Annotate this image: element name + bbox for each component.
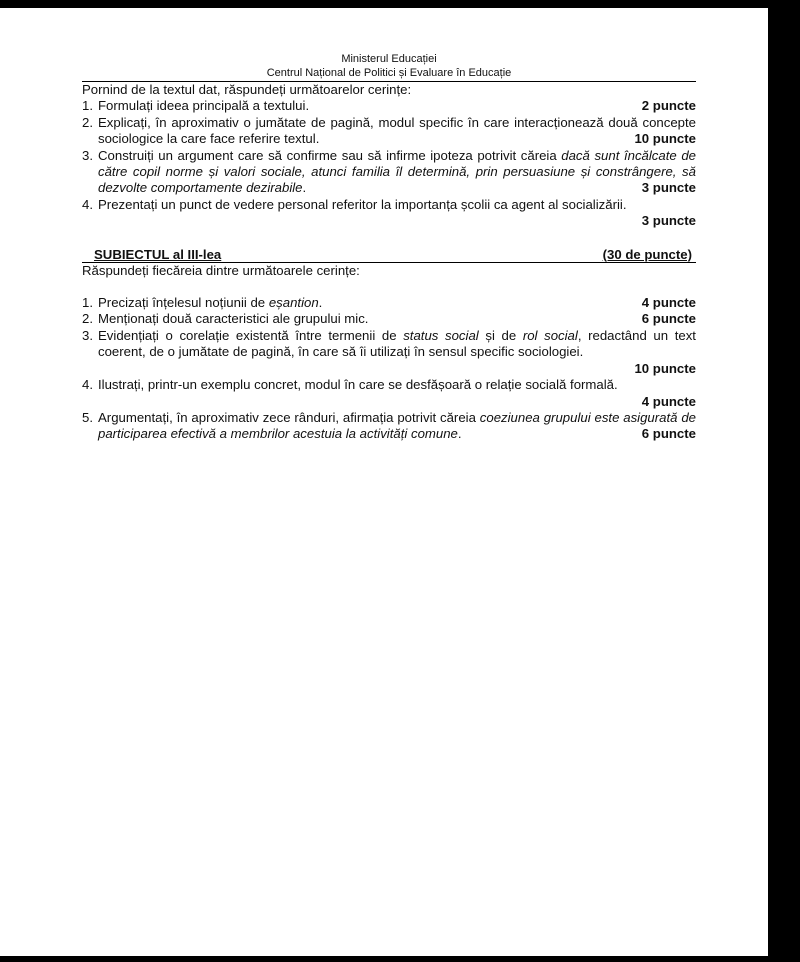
item-text: Prezentați un punct de vedere personal referitor la importanța școlii ca agent al socializării. <box>98 196 627 212</box>
section3-intro: Răspundeți fiecăreia dintre următoarele cerințe: <box>82 262 360 278</box>
item-text-end: . <box>318 295 323 311</box>
item-points: 10 puncte <box>634 360 696 376</box>
item-points: 6 puncte <box>641 311 696 327</box>
item-text: Menționați două caracteristici ale grupului mic. <box>98 311 369 327</box>
s2-item-1 <box>82 98 696 114</box>
item-text: Construiți un argument care să confirme sau să infirme ipoteza potrivit căreia <box>98 147 562 163</box>
item-text-italic: dacă sunt încălcate de către copil norme și valori sociale, atunci familia îl determină, prin persuasiune și constrângere, să dezvolte comportamente dezirabile <box>98 147 696 196</box>
item-text: Explicați, în aproximativ o jumătate de pagină, modul specific în care interacționează două concepte sociologice la care face referire textul. <box>98 114 696 147</box>
item-text-italic: eșantion <box>268 295 319 311</box>
item-points: 3 puncte <box>641 180 696 196</box>
item-number: 3. <box>82 327 93 343</box>
item-text: Ilustrați, printr-un exemplu concret, modul în care se desfășoară o relație socială formală. <box>98 377 618 393</box>
page-header <box>82 52 696 80</box>
section2-intro: Pornind de la textul dat, răspundeți următoarelor cerințe: <box>82 82 412 97</box>
section3-title: SUBIECTUL al III-lea <box>94 246 222 262</box>
item-text: Argumentați, în aproximativ zece rânduri, afirmația potrivit căreia <box>98 409 480 425</box>
section3-total-points: (30 de puncte) <box>602 246 692 262</box>
item-text-italic: coeziunea grupului este asigurată de participarea efectivă a membrilor acestuia la activități comune <box>98 409 696 442</box>
item-number: 1. <box>82 295 93 311</box>
item-number: 5. <box>82 409 93 425</box>
item-text: Formulați ideea principală a textului. <box>98 98 310 114</box>
item-number: 4. <box>82 196 93 212</box>
item-text-mid: și de <box>478 327 523 343</box>
item-points: 6 puncte <box>641 426 696 442</box>
s3-item-2 <box>82 311 696 327</box>
item-points: 10 puncte <box>634 131 696 147</box>
s2-item-4 <box>82 197 696 213</box>
section3-heading <box>82 247 696 263</box>
item-text: Precizați înțelesul noțiunii de <box>98 295 269 311</box>
item-text-italic-2: rol social <box>522 327 578 343</box>
item-points: 4 puncte <box>641 393 696 409</box>
document-content <box>82 82 696 443</box>
s3-item-3 <box>82 328 696 361</box>
s3-item-5 <box>82 410 696 443</box>
item-text-end: . <box>457 426 462 442</box>
header-ministry: Ministerul Educației <box>341 53 437 65</box>
item-number: 2. <box>82 311 93 327</box>
item-number: 2. <box>82 114 93 130</box>
s3-item-4 <box>82 377 696 393</box>
item-number: 4. <box>82 377 93 393</box>
item-text-italic: status social <box>403 327 479 343</box>
item-points: 2 puncte <box>641 98 696 114</box>
header-center: Centrul Național de Politici și Evaluare în Educație <box>266 67 512 79</box>
item-number: 1. <box>82 98 93 114</box>
item-points: 3 puncte <box>641 213 696 229</box>
s3-item-1 <box>82 295 696 311</box>
item-text-end: , redactând un text coerent, de o jumătate de pagină, în care să îi utilizați în sensul specific sociologiei. <box>98 327 696 360</box>
item-text-end: . <box>302 180 307 196</box>
s2-item-3 <box>82 148 696 197</box>
item-points: 4 puncte <box>641 295 696 311</box>
document-page <box>0 8 768 956</box>
item-number: 3. <box>82 147 93 163</box>
s2-item-2 <box>82 115 696 148</box>
item-text: Evidențiați o corelație existentă între termenii de <box>98 327 404 343</box>
